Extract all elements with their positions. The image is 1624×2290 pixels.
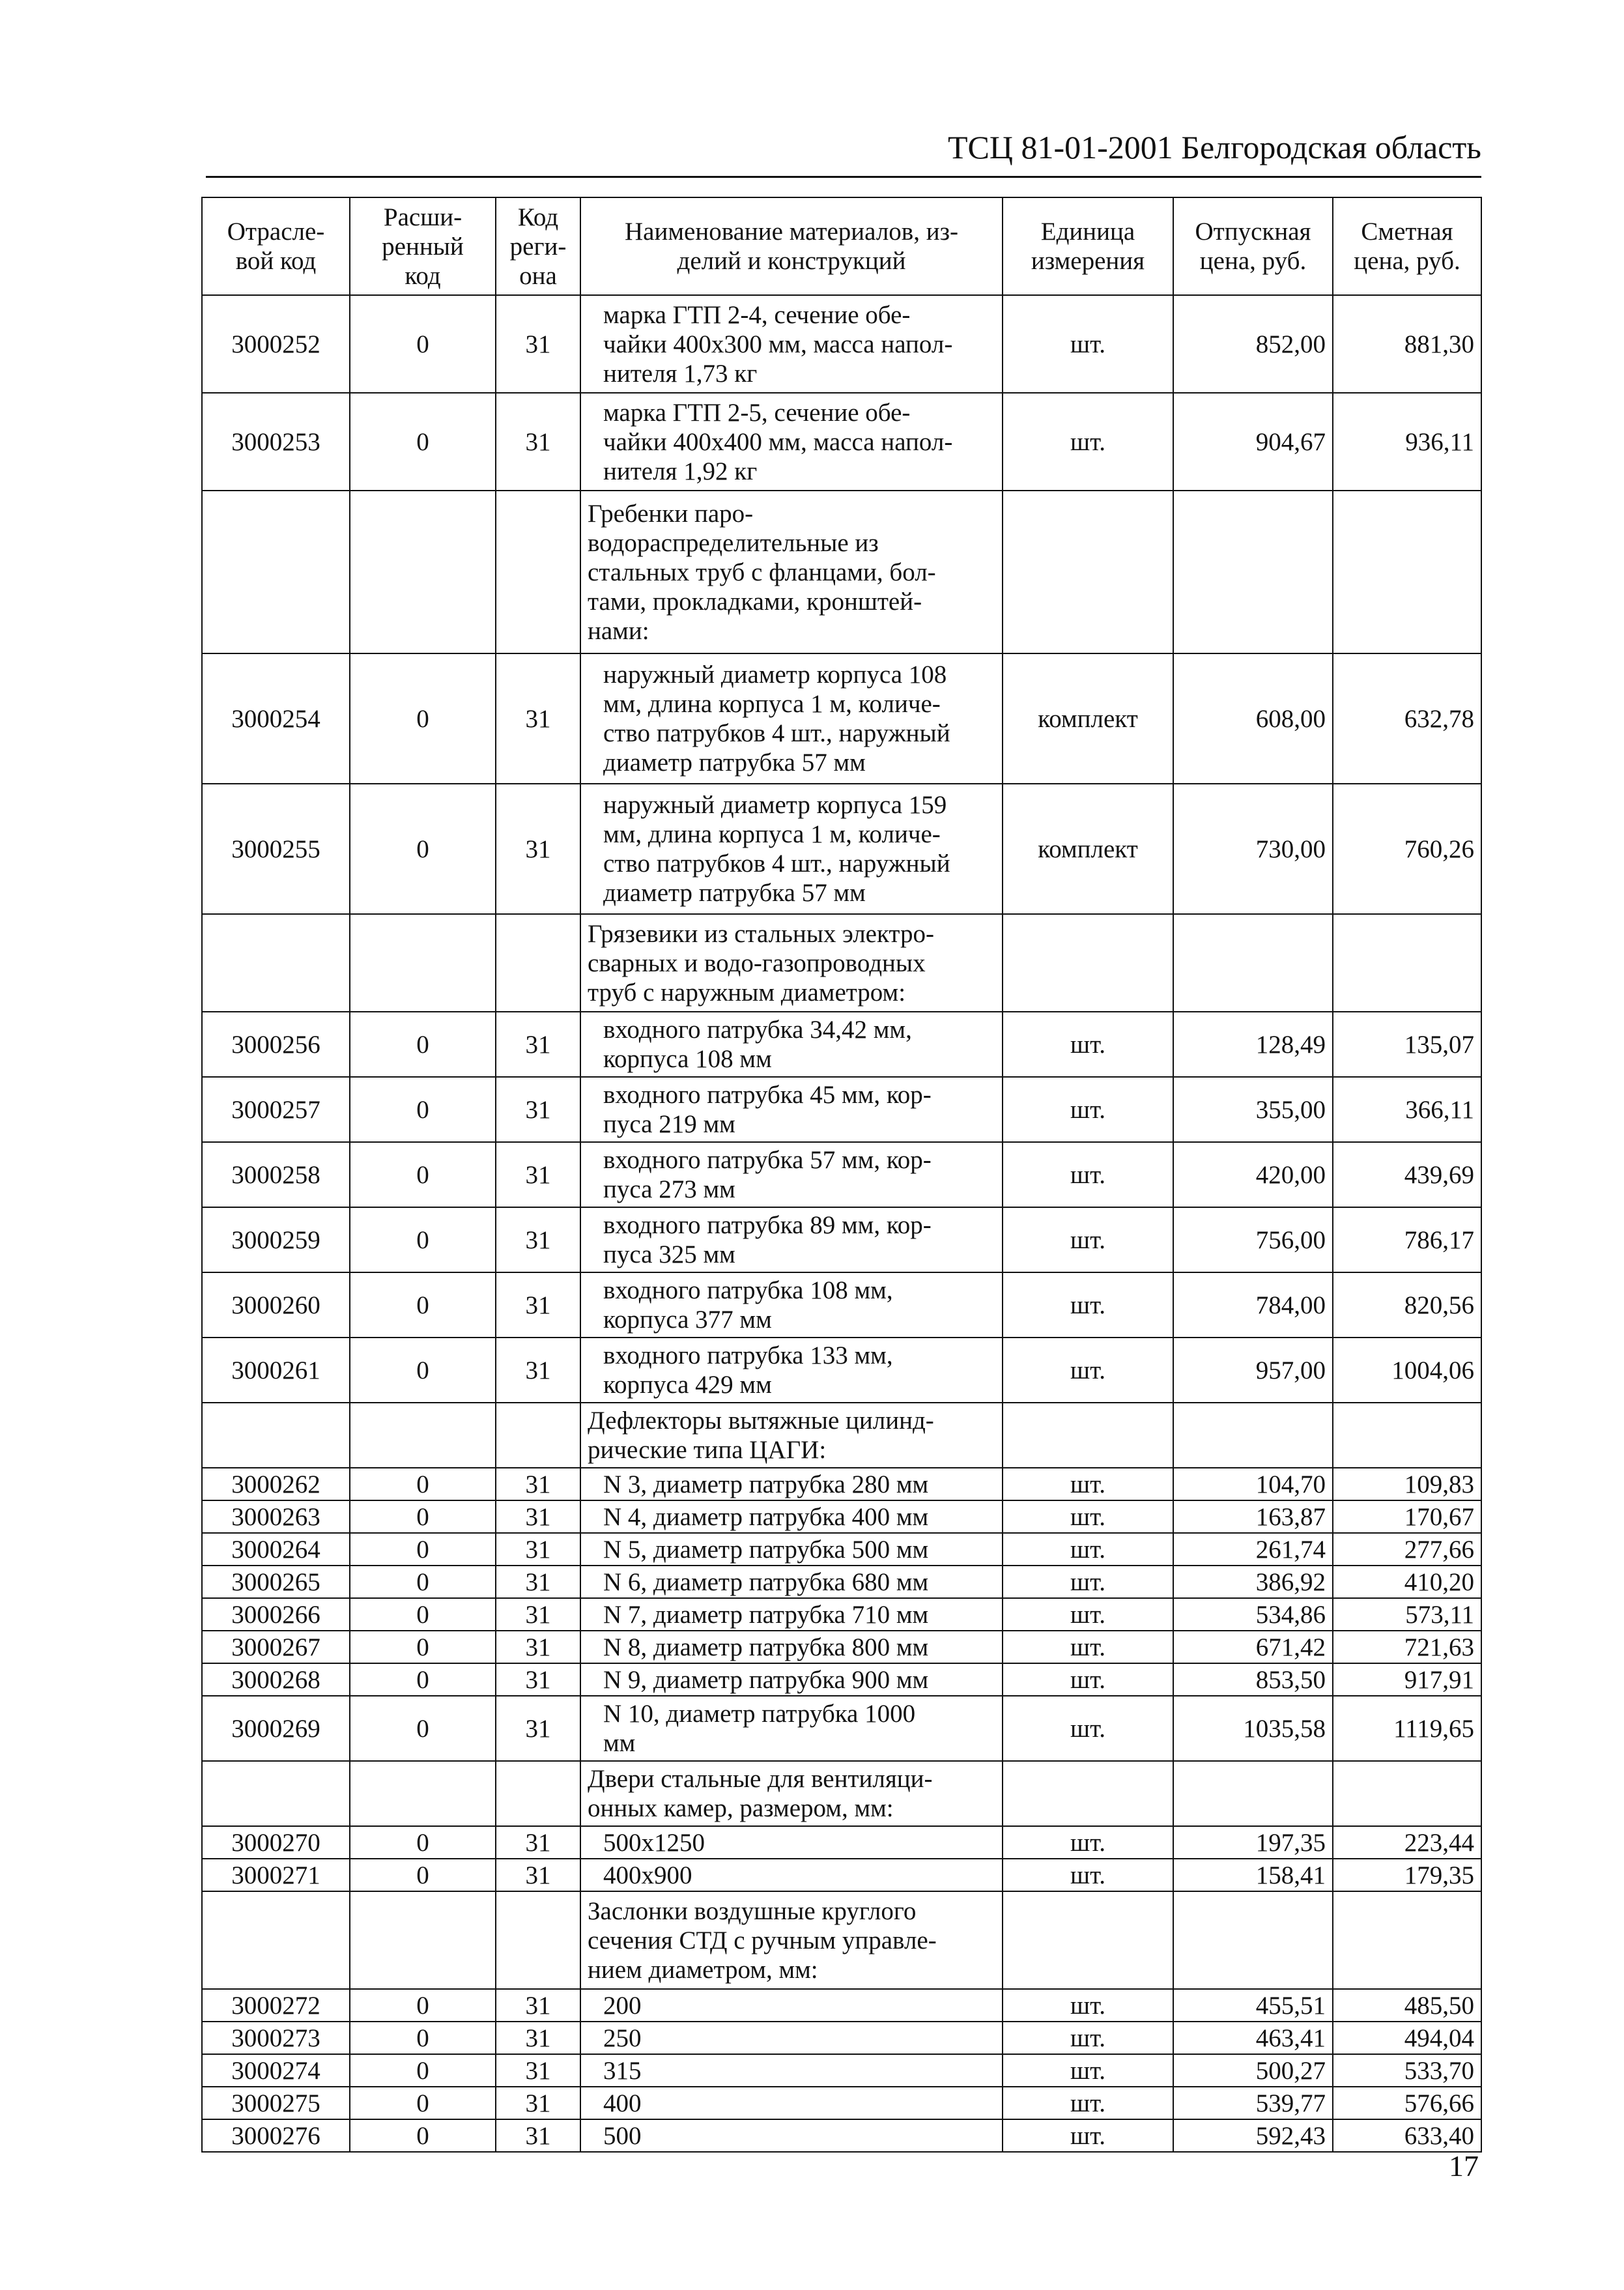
cell-release-price: 104,70 (1173, 1468, 1333, 1500)
cell-release-price: 128,49 (1173, 1012, 1333, 1077)
cell-estimate-price: 633,40 (1333, 2119, 1481, 2152)
table-row (202, 1989, 1481, 2022)
cell-extended-code: 0 (350, 1663, 496, 1696)
cell-unit: шт. (1003, 1533, 1173, 1566)
cell-estimate-price: 632,78 (1333, 653, 1481, 784)
cell-region-code: 31 (496, 393, 580, 491)
cell-extended-code: 0 (350, 295, 496, 393)
cell-sector-code: 3000273 (202, 2022, 350, 2054)
cell-unit: шт. (1003, 1566, 1173, 1598)
cell-release-price: 957,00 (1173, 1338, 1333, 1403)
cell-release-price: 1035,58 (1173, 1696, 1333, 1761)
cell-name: 400 (580, 2087, 1003, 2119)
table-row (202, 1598, 1481, 1631)
cell-sector-code: 3000267 (202, 1631, 350, 1663)
table-row (202, 1272, 1481, 1338)
cell-name: наружный диаметр корпуса 108 мм, длина корпуса 1 м, количе- ство патрубков 4 шт., наружный диаметр патрубка 57 мм (580, 653, 1003, 784)
cell-sector-code (202, 1891, 350, 1989)
cell-name: входного патрубка 34,42 мм, корпуса 108 мм (580, 1012, 1003, 1077)
cell-sector-code (202, 1403, 350, 1468)
table-row (202, 1859, 1481, 1891)
cell-unit: комплект (1003, 784, 1173, 914)
cell-region-code: 31 (496, 2119, 580, 2152)
cell-estimate-price: 576,66 (1333, 2087, 1481, 2119)
cell-region-code: 31 (496, 1696, 580, 1761)
cell-extended-code: 0 (350, 1631, 496, 1663)
cell-region-code: 31 (496, 1077, 580, 1142)
cell-sector-code: 3000269 (202, 1696, 350, 1761)
cell-sector-code: 3000268 (202, 1663, 350, 1696)
cell-release-price: 158,41 (1173, 1859, 1333, 1891)
cell-sector-code: 3000275 (202, 2087, 350, 2119)
cell-estimate-price (1333, 1403, 1481, 1468)
table-row (202, 1631, 1481, 1663)
cell-name: 315 (580, 2054, 1003, 2087)
cell-estimate-price: 820,56 (1333, 1272, 1481, 1338)
cell-extended-code: 0 (350, 2087, 496, 2119)
column-header-name: Наименование материалов, из- делий и конструкций (580, 197, 1003, 295)
cell-region-code (496, 1403, 580, 1468)
cell-release-price: 539,77 (1173, 2087, 1333, 2119)
cell-release-price: 420,00 (1173, 1142, 1333, 1207)
cell-region-code: 31 (496, 1500, 580, 1533)
cell-sector-code: 3000261 (202, 1338, 350, 1403)
table-group-row (202, 491, 1481, 653)
cell-sector-code: 3000256 (202, 1012, 350, 1077)
cell-unit: шт. (1003, 393, 1173, 491)
cell-sector-code: 3000266 (202, 1598, 350, 1631)
cell-estimate-price: 135,07 (1333, 1012, 1481, 1077)
cell-name: марка ГТП 2-4, сечение обе- чайки 400х300 мм, масса напол- нителя 1,73 кг (580, 295, 1003, 393)
cell-release-price: 592,43 (1173, 2119, 1333, 2152)
cell-unit: шт. (1003, 1142, 1173, 1207)
cell-sector-code: 3000271 (202, 1859, 350, 1891)
cell-unit: шт. (1003, 1500, 1173, 1533)
table-row (202, 1207, 1481, 1272)
cell-estimate-price (1333, 914, 1481, 1012)
cell-name: входного патрубка 89 мм, кор- пуса 325 мм (580, 1207, 1003, 1272)
cell-name: N 5, диаметр патрубка 500 мм (580, 1533, 1003, 1566)
cell-name: 250 (580, 2022, 1003, 2054)
cell-estimate-price: 170,67 (1333, 1500, 1481, 1533)
cell-extended-code: 0 (350, 2022, 496, 2054)
cell-unit: шт. (1003, 1859, 1173, 1891)
cell-name: Заслонки воздушные круглого сечения СТД с ручным управле- нием диаметром, мм: (580, 1891, 1003, 1989)
cell-release-price: 784,00 (1173, 1272, 1333, 1338)
cell-extended-code (350, 914, 496, 1012)
cell-release-price: 463,41 (1173, 2022, 1333, 2054)
cell-estimate-price: 366,11 (1333, 1077, 1481, 1142)
cell-extended-code: 0 (350, 1338, 496, 1403)
cell-sector-code: 3000270 (202, 1826, 350, 1859)
cell-region-code: 31 (496, 1142, 580, 1207)
cell-region-code: 31 (496, 653, 580, 784)
cell-extended-code: 0 (350, 2054, 496, 2087)
cell-name: Двери стальные для вентиляци- онных камер, размером, мм: (580, 1761, 1003, 1826)
column-header-sector-code: Отрасле- вой код (202, 197, 350, 295)
cell-sector-code (202, 1761, 350, 1826)
cell-extended-code: 0 (350, 1468, 496, 1500)
cell-name: марка ГТП 2-5, сечение обе- чайки 400х400 мм, масса напол- нителя 1,92 кг (580, 393, 1003, 491)
table-row (202, 1533, 1481, 1566)
cell-release-price: 163,87 (1173, 1500, 1333, 1533)
cell-region-code: 31 (496, 1272, 580, 1338)
cell-extended-code: 0 (350, 1859, 496, 1891)
cell-extended-code: 0 (350, 1272, 496, 1338)
cell-sector-code: 3000264 (202, 1533, 350, 1566)
cell-name: N 8, диаметр патрубка 800 мм (580, 1631, 1003, 1663)
cell-estimate-price: 533,70 (1333, 2054, 1481, 2087)
cell-extended-code: 0 (350, 1826, 496, 1859)
cell-name: N 3, диаметр патрубка 280 мм (580, 1468, 1003, 1500)
cell-sector-code (202, 491, 350, 653)
cell-region-code: 31 (496, 1989, 580, 2022)
cell-region-code (496, 491, 580, 653)
cell-name: 500х1250 (580, 1826, 1003, 1859)
cell-name: 500 (580, 2119, 1003, 2152)
cell-unit: шт. (1003, 1696, 1173, 1761)
cell-region-code: 31 (496, 1468, 580, 1500)
cell-sector-code: 3000257 (202, 1077, 350, 1142)
cell-unit (1003, 914, 1173, 1012)
cell-estimate-price: 179,35 (1333, 1859, 1481, 1891)
cell-release-price: 730,00 (1173, 784, 1333, 914)
cell-release-price: 197,35 (1173, 1826, 1333, 1859)
cell-sector-code: 3000258 (202, 1142, 350, 1207)
cell-unit: шт. (1003, 1207, 1173, 1272)
cell-release-price: 853,50 (1173, 1663, 1333, 1696)
cell-unit: шт. (1003, 2119, 1173, 2152)
table-row (202, 393, 1481, 491)
cell-release-price: 500,27 (1173, 2054, 1333, 2087)
cell-sector-code: 3000274 (202, 2054, 350, 2087)
cell-region-code: 31 (496, 1859, 580, 1891)
table-group-row (202, 1761, 1481, 1826)
materials-price-table (201, 197, 1482, 2153)
cell-release-price: 534,86 (1173, 1598, 1333, 1631)
table-row (202, 2119, 1481, 2152)
cell-extended-code: 0 (350, 653, 496, 784)
cell-name: входного патрубка 133 мм, корпуса 429 мм (580, 1338, 1003, 1403)
cell-extended-code: 0 (350, 1012, 496, 1077)
cell-extended-code: 0 (350, 1566, 496, 1598)
cell-sector-code: 3000272 (202, 1989, 350, 2022)
cell-estimate-price: 917,91 (1333, 1663, 1481, 1696)
cell-estimate-price: 573,11 (1333, 1598, 1481, 1631)
cell-sector-code (202, 914, 350, 1012)
cell-release-price (1173, 1761, 1333, 1826)
cell-release-price: 355,00 (1173, 1077, 1333, 1142)
cell-unit: шт. (1003, 1989, 1173, 2022)
cell-unit (1003, 1403, 1173, 1468)
cell-region-code: 31 (496, 1826, 580, 1859)
cell-release-price: 852,00 (1173, 295, 1333, 393)
cell-name: 200 (580, 1989, 1003, 2022)
cell-name: N 4, диаметр патрубка 400 мм (580, 1500, 1003, 1533)
table-row (202, 1566, 1481, 1598)
cell-release-price: 756,00 (1173, 1207, 1333, 1272)
column-header-region-code: Код реги- она (496, 197, 580, 295)
cell-name: N 7, диаметр патрубка 710 мм (580, 1598, 1003, 1631)
header-rule (206, 176, 1481, 178)
cell-sector-code: 3000260 (202, 1272, 350, 1338)
cell-region-code (496, 1891, 580, 1989)
cell-estimate-price: 109,83 (1333, 1468, 1481, 1500)
cell-extended-code (350, 1403, 496, 1468)
cell-estimate-price (1333, 1761, 1481, 1826)
cell-region-code: 31 (496, 1533, 580, 1566)
cell-extended-code: 0 (350, 1696, 496, 1761)
table-row (202, 295, 1481, 393)
cell-unit (1003, 491, 1173, 653)
cell-estimate-price: 1119,65 (1333, 1696, 1481, 1761)
page-number: 17 (1449, 2149, 1479, 2183)
cell-estimate-price: 223,44 (1333, 1826, 1481, 1859)
cell-region-code: 31 (496, 1631, 580, 1663)
cell-name: Гребенки паро- водораспределительные из стальных труб с фланцами, бол- тами, прокладками, кронштей- нами: (580, 491, 1003, 653)
cell-extended-code (350, 1891, 496, 1989)
column-header-release-price: Отпускная цена, руб. (1173, 197, 1333, 295)
cell-release-price: 904,67 (1173, 393, 1333, 491)
cell-release-price: 261,74 (1173, 1533, 1333, 1566)
cell-extended-code: 0 (350, 1533, 496, 1566)
table-row (202, 2022, 1481, 2054)
cell-unit: шт. (1003, 2022, 1173, 2054)
cell-sector-code: 3000254 (202, 653, 350, 784)
cell-name: N 9, диаметр патрубка 900 мм (580, 1663, 1003, 1696)
cell-region-code: 31 (496, 2022, 580, 2054)
table-group-row (202, 914, 1481, 1012)
cell-estimate-price (1333, 1891, 1481, 1989)
cell-estimate-price: 936,11 (1333, 393, 1481, 491)
cell-name: Грязевики из стальных электро- сварных и водо-газопроводных труб с наружным диаметром: (580, 914, 1003, 1012)
cell-region-code: 31 (496, 1663, 580, 1696)
cell-extended-code: 0 (350, 1500, 496, 1533)
cell-unit: шт. (1003, 295, 1173, 393)
cell-extended-code (350, 1761, 496, 1826)
cell-extended-code: 0 (350, 393, 496, 491)
table-group-row (202, 1403, 1481, 1468)
cell-region-code: 31 (496, 1012, 580, 1077)
table-row (202, 1826, 1481, 1859)
cell-region-code: 31 (496, 784, 580, 914)
cell-sector-code: 3000259 (202, 1207, 350, 1272)
cell-release-price: 608,00 (1173, 653, 1333, 784)
cell-unit: шт. (1003, 1012, 1173, 1077)
table-row (202, 2054, 1481, 2087)
cell-region-code: 31 (496, 295, 580, 393)
cell-unit: комплект (1003, 653, 1173, 784)
page-header-title: ТСЦ 81-01-2001 Белгородская область (947, 129, 1481, 165)
cell-extended-code: 0 (350, 1142, 496, 1207)
cell-unit: шт. (1003, 1663, 1173, 1696)
cell-sector-code: 3000263 (202, 1500, 350, 1533)
cell-name: наружный диаметр корпуса 159 мм, длина корпуса 1 м, количе- ство патрубков 4 шт., наружный диаметр патрубка 57 мм (580, 784, 1003, 914)
column-header-extended-code: Расши- ренный код (350, 197, 496, 295)
cell-region-code (496, 914, 580, 1012)
cell-name: N 10, диаметр патрубка 1000 мм (580, 1696, 1003, 1761)
cell-sector-code: 3000255 (202, 784, 350, 914)
cell-name: входного патрубка 45 мм, кор- пуса 219 мм (580, 1077, 1003, 1142)
table-row (202, 1500, 1481, 1533)
cell-release-price: 455,51 (1173, 1989, 1333, 2022)
cell-region-code: 31 (496, 2087, 580, 2119)
cell-name: входного патрубка 108 мм, корпуса 377 мм (580, 1272, 1003, 1338)
cell-unit: шт. (1003, 1272, 1173, 1338)
cell-region-code: 31 (496, 1566, 580, 1598)
cell-sector-code: 3000253 (202, 393, 350, 491)
cell-region-code (496, 1761, 580, 1826)
cell-estimate-price: 1004,06 (1333, 1338, 1481, 1403)
cell-estimate-price: 439,69 (1333, 1142, 1481, 1207)
cell-unit: шт. (1003, 2054, 1173, 2087)
cell-unit (1003, 1891, 1173, 1989)
table-row (202, 1012, 1481, 1077)
cell-release-price (1173, 1891, 1333, 1989)
cell-unit: шт. (1003, 1598, 1173, 1631)
cell-estimate-price: 277,66 (1333, 1533, 1481, 1566)
cell-estimate-price: 410,20 (1333, 1566, 1481, 1598)
table-row (202, 1696, 1481, 1761)
cell-region-code: 31 (496, 1338, 580, 1403)
cell-unit: шт. (1003, 1631, 1173, 1663)
cell-sector-code: 3000262 (202, 1468, 350, 1500)
cell-estimate-price: 485,50 (1333, 1989, 1481, 2022)
table-row (202, 653, 1481, 784)
cell-unit: шт. (1003, 1338, 1173, 1403)
cell-release-price (1173, 491, 1333, 653)
cell-estimate-price (1333, 491, 1481, 653)
cell-name: Дефлекторы вытяжные цилинд- рические типа ЦАГИ: (580, 1403, 1003, 1468)
cell-release-price: 386,92 (1173, 1566, 1333, 1598)
table-row (202, 1338, 1481, 1403)
cell-region-code: 31 (496, 1207, 580, 1272)
table-body (202, 295, 1481, 2152)
cell-estimate-price: 721,63 (1333, 1631, 1481, 1663)
cell-estimate-price: 760,26 (1333, 784, 1481, 914)
cell-region-code: 31 (496, 1598, 580, 1631)
table-row (202, 1077, 1481, 1142)
table-header-row (202, 197, 1481, 295)
column-header-unit: Единица измерения (1003, 197, 1173, 295)
cell-release-price (1173, 1403, 1333, 1468)
table-row (202, 1663, 1481, 1696)
table-row (202, 784, 1481, 914)
column-header-estimate-price: Сметная цена, руб. (1333, 197, 1481, 295)
cell-name: входного патрубка 57 мм, кор- пуса 273 мм (580, 1142, 1003, 1207)
cell-unit: шт. (1003, 1468, 1173, 1500)
cell-unit: шт. (1003, 2087, 1173, 2119)
table-row (202, 2087, 1481, 2119)
cell-extended-code: 0 (350, 784, 496, 914)
cell-sector-code: 3000276 (202, 2119, 350, 2152)
cell-name: N 6, диаметр патрубка 680 мм (580, 1566, 1003, 1598)
cell-estimate-price: 494,04 (1333, 2022, 1481, 2054)
cell-extended-code: 0 (350, 2119, 496, 2152)
cell-unit: шт. (1003, 1077, 1173, 1142)
cell-estimate-price: 786,17 (1333, 1207, 1481, 1272)
cell-unit: шт. (1003, 1826, 1173, 1859)
cell-extended-code: 0 (350, 1598, 496, 1631)
cell-release-price (1173, 914, 1333, 1012)
cell-sector-code: 3000252 (202, 295, 350, 393)
cell-estimate-price: 881,30 (1333, 295, 1481, 393)
cell-extended-code: 0 (350, 1077, 496, 1142)
cell-extended-code: 0 (350, 1989, 496, 2022)
cell-name: 400х900 (580, 1859, 1003, 1891)
cell-extended-code (350, 491, 496, 653)
table-row (202, 1142, 1481, 1207)
cell-unit (1003, 1761, 1173, 1826)
cell-region-code: 31 (496, 2054, 580, 2087)
table-row (202, 1468, 1481, 1500)
table-group-row (202, 1891, 1481, 1989)
cell-extended-code: 0 (350, 1207, 496, 1272)
cell-release-price: 671,42 (1173, 1631, 1333, 1663)
cell-sector-code: 3000265 (202, 1566, 350, 1598)
